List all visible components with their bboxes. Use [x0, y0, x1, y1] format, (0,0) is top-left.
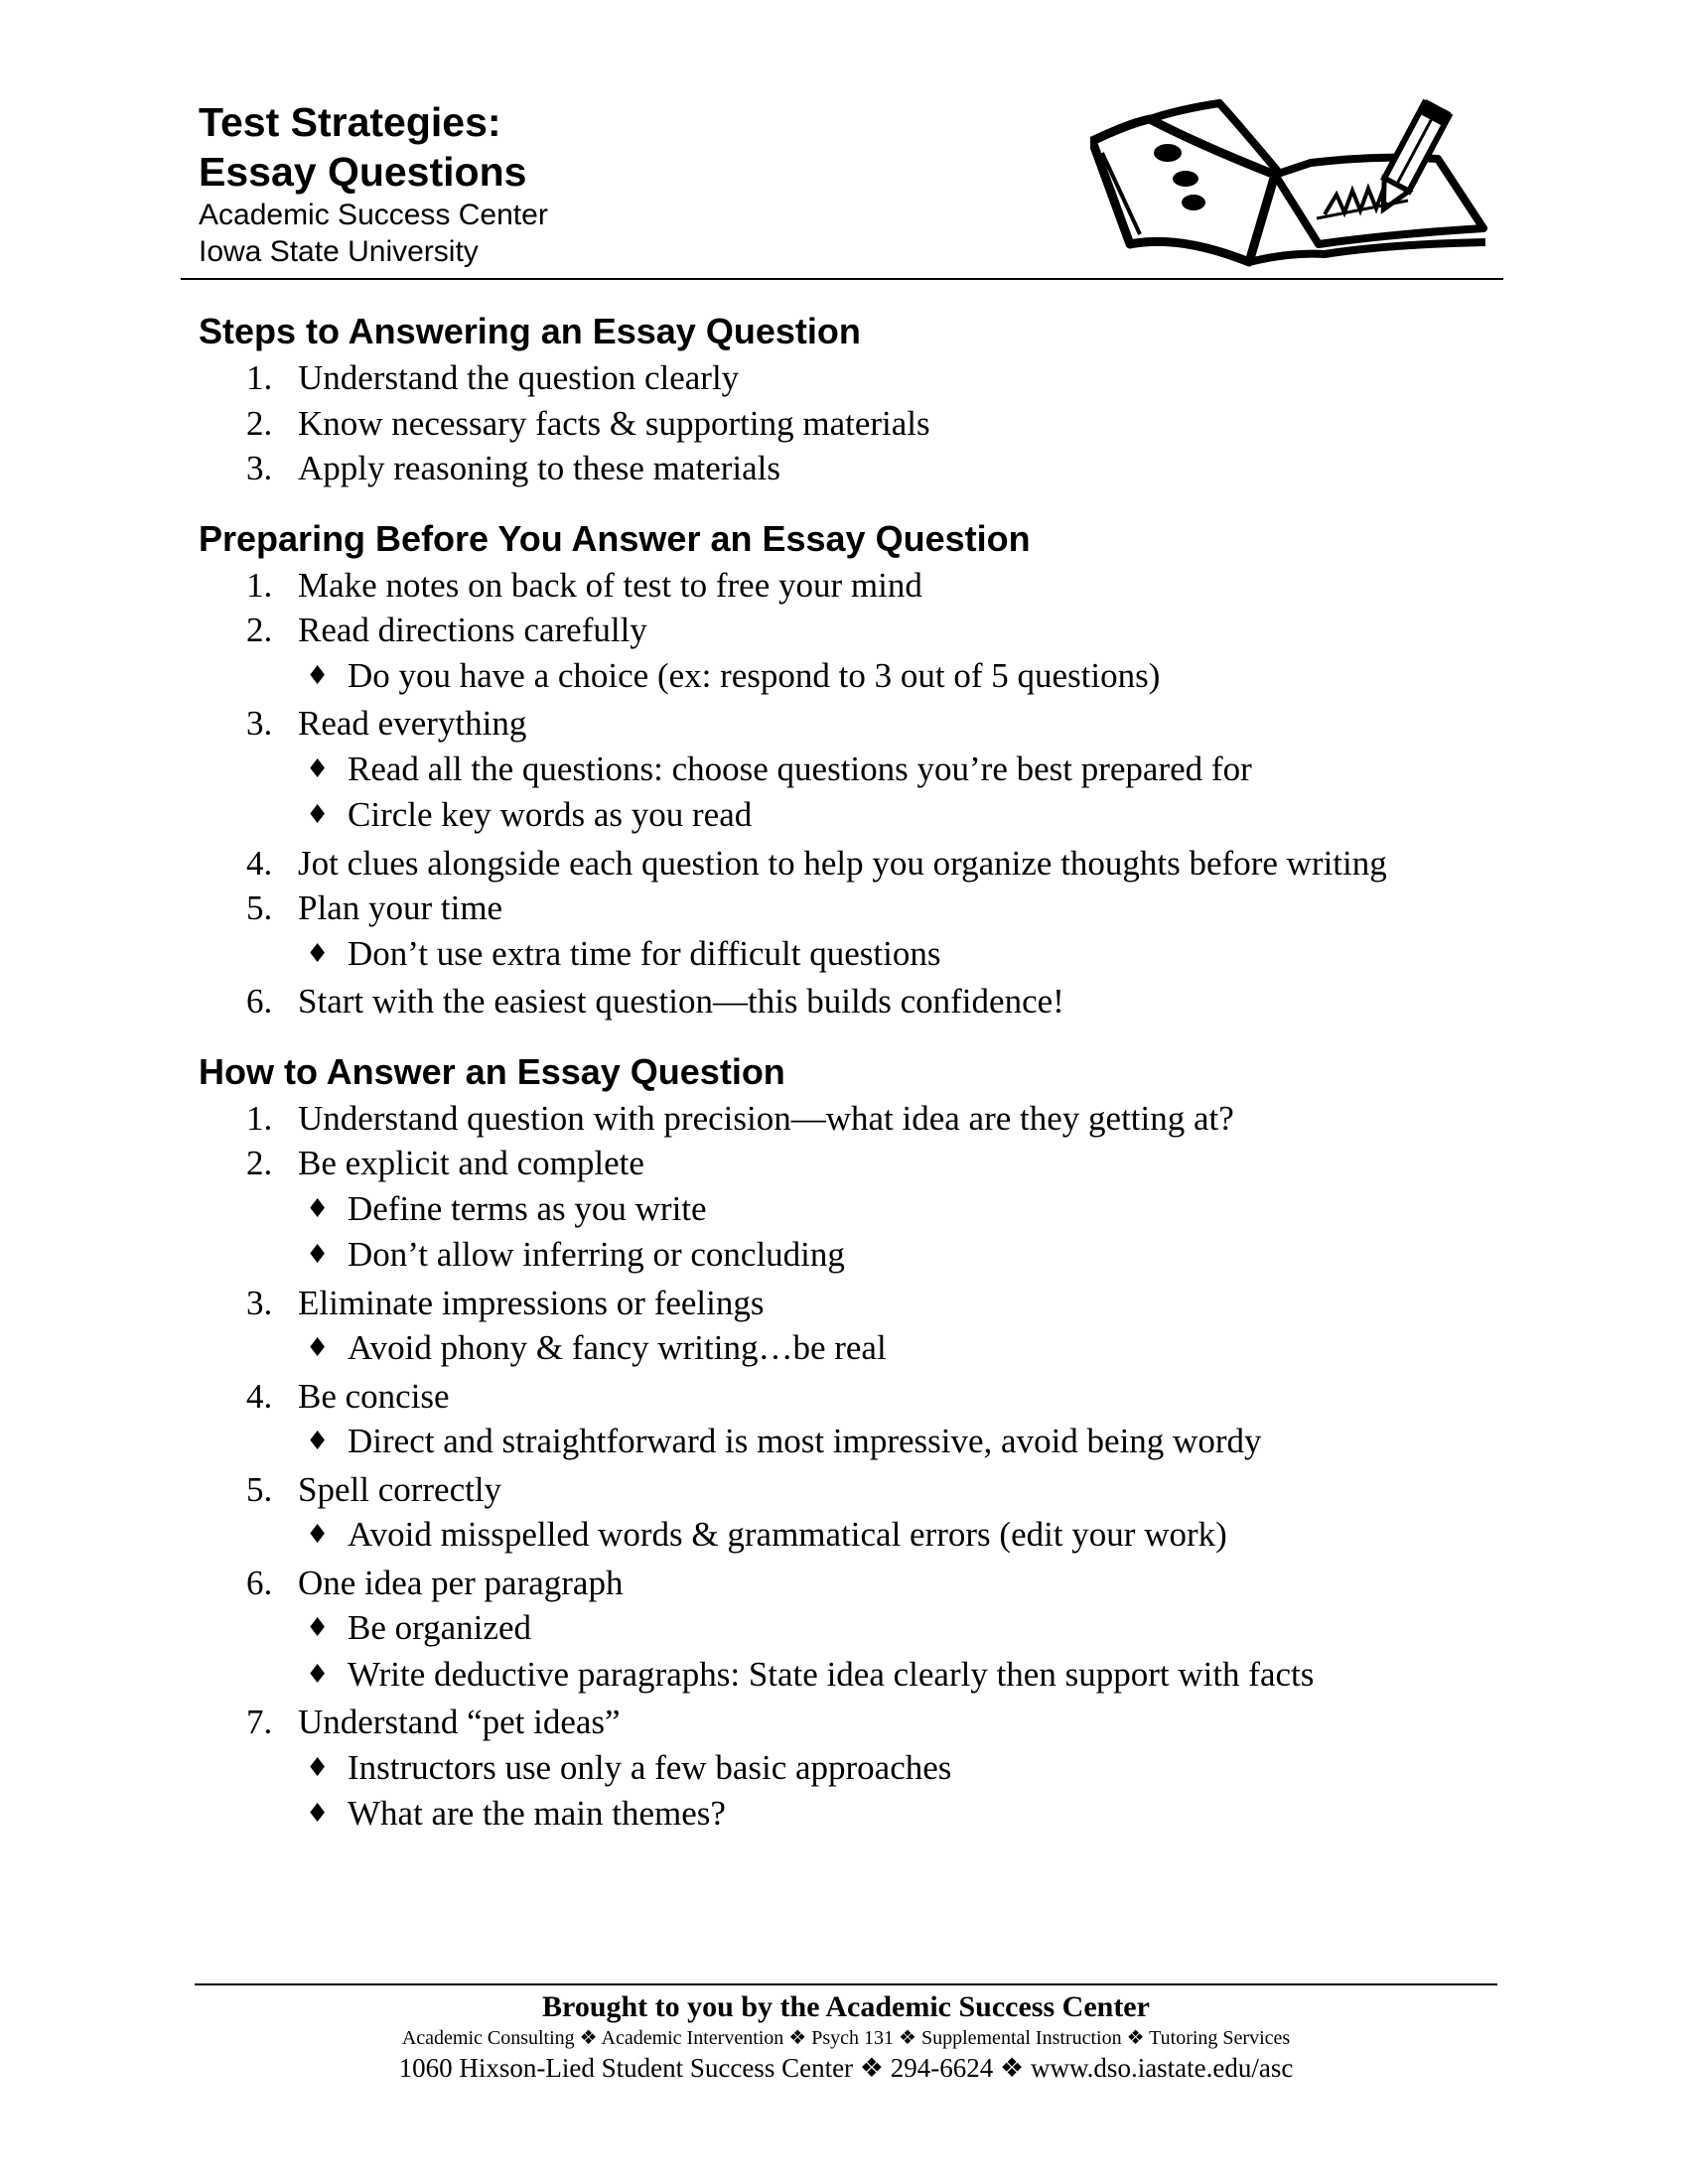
- list-item: [199, 979, 1489, 1024]
- page-title-line2: Essay Questions: [199, 149, 527, 195]
- bullet-item: [298, 653, 1489, 700]
- diamond-bullet-icon: ♦: [306, 753, 330, 784]
- diamond-bullet-icon: ♦: [306, 800, 330, 830]
- list-item-number: 5.: [246, 888, 273, 927]
- list-item: [199, 1561, 1489, 1701]
- university-name: Iowa State University: [199, 235, 479, 268]
- numbered-list: [199, 1096, 1489, 1840]
- list-item-number: 1.: [246, 565, 273, 605]
- document-body: [199, 308, 1489, 1863]
- list-item: [199, 563, 1489, 609]
- diamond-bullet-icon: ♦: [306, 1752, 330, 1783]
- section-1: [199, 308, 1489, 491]
- section-title: Preparing Before You Answer an Essay Question: [199, 517, 1031, 559]
- bullet-item: [298, 1512, 1489, 1559]
- open-book-with-pencil-icon: [1090, 95, 1491, 270]
- list-item: [199, 841, 1489, 887]
- list-item-number: 5.: [246, 1469, 273, 1509]
- document-footer: [195, 1989, 1497, 2085]
- diamond-bullet-icon: ♦: [306, 1613, 330, 1643]
- page-title-line1: Test Strategies:: [199, 99, 501, 145]
- list-item-text: Eliminate impressions or feelings: [298, 1283, 765, 1322]
- diamond-bullet-icon: ♦: [306, 1799, 330, 1829]
- list-item: [199, 446, 1489, 491]
- numbered-list: [199, 355, 1489, 491]
- diamond-bullet-icon: ♦: [306, 1240, 330, 1270]
- bullet-list: [298, 1325, 1489, 1374]
- section-2: [199, 515, 1489, 1024]
- bullet-item-text: What are the main themes?: [348, 1794, 726, 1833]
- bullet-item: [298, 747, 1489, 793]
- bullet-list: [298, 1745, 1489, 1840]
- bullet-item-text: Write deductive paragraphs: State idea clearly then support with facts: [348, 1654, 1315, 1694]
- list-item-text: Understand “pet ideas”: [298, 1703, 621, 1741]
- list-item: [199, 355, 1489, 401]
- list-item-text: Be explicit and complete: [298, 1144, 644, 1182]
- bullet-item: [298, 1791, 1489, 1838]
- list-item-number: 4.: [246, 843, 273, 883]
- diamond-bullet-icon: ♦: [306, 1659, 330, 1690]
- bullet-item: [298, 1605, 1489, 1652]
- bullet-item: [298, 931, 1489, 978]
- section-title: Steps to Answering an Essay Question: [199, 311, 861, 351]
- numbered-list: [199, 563, 1489, 1024]
- section-title: How to Answer an Essay Question: [199, 1050, 785, 1092]
- diamond-bullet-icon: ♦: [306, 1427, 330, 1456]
- list-item: [199, 1281, 1489, 1374]
- list-item-number: 6.: [246, 982, 273, 1021]
- bullet-item: [298, 1186, 1489, 1233]
- org-name: Academic Success Center: [199, 199, 548, 231]
- list-item-number: 7.: [246, 1703, 273, 1741]
- list-item-number: 1.: [246, 1098, 273, 1138]
- bullet-item: [298, 1745, 1489, 1792]
- list-item-number: 1.: [246, 358, 273, 397]
- list-item-number: 2.: [246, 1144, 273, 1182]
- list-item-text: Understand the question clearly: [298, 358, 740, 397]
- list-item-text: Make notes on back of test to free your mind: [298, 565, 922, 605]
- bullet-item-text: Avoid misspelled words & grammatical errors (edit your work): [348, 1515, 1227, 1554]
- list-item: [199, 1374, 1489, 1467]
- list-item-number: 4.: [246, 1376, 273, 1416]
- list-item-text: Understand question with precision—what idea are they getting at?: [298, 1098, 1234, 1138]
- list-item: [199, 1467, 1489, 1561]
- footer-address: 1060 Hixson-Lied Student Success Center ❖ 294-6624 ❖ www.dso.iastate.edu/asc: [398, 2053, 1294, 2083]
- bullet-item-text: Instructors use only a few basic approaches: [348, 1747, 952, 1787]
- diamond-bullet-icon: ♦: [306, 1333, 330, 1363]
- bullet-list: [298, 1419, 1489, 1467]
- list-item-number: 3.: [246, 704, 273, 743]
- bullet-item-text: Avoid phony & fancy writing…be real: [348, 1328, 887, 1367]
- footer-divider: [195, 1983, 1497, 1985]
- bullet-list: [298, 653, 1489, 702]
- bullet-item: [298, 1325, 1489, 1372]
- list-item-text: One idea per paragraph: [298, 1563, 624, 1602]
- diamond-bullet-icon: ♦: [306, 1193, 330, 1224]
- bullet-list: [298, 931, 1489, 980]
- list-item-text: Jot clues alongside each question to help you organize thoughts before writing: [298, 843, 1387, 883]
- bullet-item-text: Do you have a choice (ex: respond to 3 out of 5 questions): [348, 655, 1161, 695]
- section-3: [199, 1048, 1489, 1840]
- list-item: [199, 701, 1489, 841]
- list-item-number: 3.: [246, 449, 273, 487]
- document-header: [199, 97, 548, 270]
- bullet-item-text: Be organized: [348, 1608, 531, 1647]
- list-item-text: Plan your time: [298, 888, 503, 927]
- bullet-list: [298, 1186, 1489, 1281]
- list-item-text: Know necessary facts & supporting materials: [298, 403, 930, 443]
- bullet-item-text: Define terms as you write: [348, 1188, 707, 1228]
- bullet-item: [298, 1652, 1489, 1699]
- bullet-list: [298, 747, 1489, 841]
- list-item-text: Start with the easiest question—this builds confidence!: [298, 982, 1064, 1021]
- list-item: [199, 1700, 1489, 1840]
- bullet-item-text: Don’t allow inferring or concluding: [348, 1235, 845, 1274]
- list-item-text: Spell correctly: [298, 1469, 502, 1509]
- footer-services: Academic Consulting ❖ Academic Intervention ❖ Psych 131 ❖ Supplemental Instruction ❖ Tutoring Services: [401, 2027, 1291, 2049]
- bullet-item-text: Read all the questions: choose questions you’re best prepared for: [348, 749, 1252, 788]
- diamond-bullet-icon: ♦: [306, 1520, 330, 1550]
- list-item-number: 2.: [246, 611, 273, 649]
- list-item-text: Read everything: [298, 704, 527, 743]
- bullet-item: [298, 792, 1489, 839]
- bullet-item-text: Don’t use extra time for difficult questions: [348, 933, 941, 973]
- list-item-text: Apply reasoning to these materials: [298, 449, 780, 487]
- list-item: [199, 401, 1489, 447]
- bullet-item: [298, 1232, 1489, 1279]
- list-item-number: 2.: [246, 403, 273, 443]
- bullet-item-text: Direct and straightforward is most impressive, avoid being wordy: [348, 1422, 1262, 1460]
- bullet-item: [298, 1419, 1489, 1465]
- list-item-text: Read directions carefully: [298, 611, 647, 649]
- list-item: [199, 1141, 1489, 1281]
- header-divider: [181, 278, 1503, 280]
- bullet-list: [298, 1512, 1489, 1561]
- bullet-item-text: Circle key words as you read: [348, 795, 753, 834]
- list-item: [199, 608, 1489, 701]
- diamond-bullet-icon: ♦: [306, 660, 330, 691]
- list-item: [199, 886, 1489, 979]
- list-item: [199, 1096, 1489, 1142]
- list-item-number: 3.: [246, 1283, 273, 1322]
- diamond-bullet-icon: ♦: [306, 938, 330, 969]
- list-item-number: 6.: [246, 1563, 273, 1602]
- footer-title: Brought to you by the Academic Success Center: [542, 1990, 1150, 2023]
- list-item-text: Be concise: [298, 1376, 450, 1416]
- bullet-list: [298, 1605, 1489, 1700]
